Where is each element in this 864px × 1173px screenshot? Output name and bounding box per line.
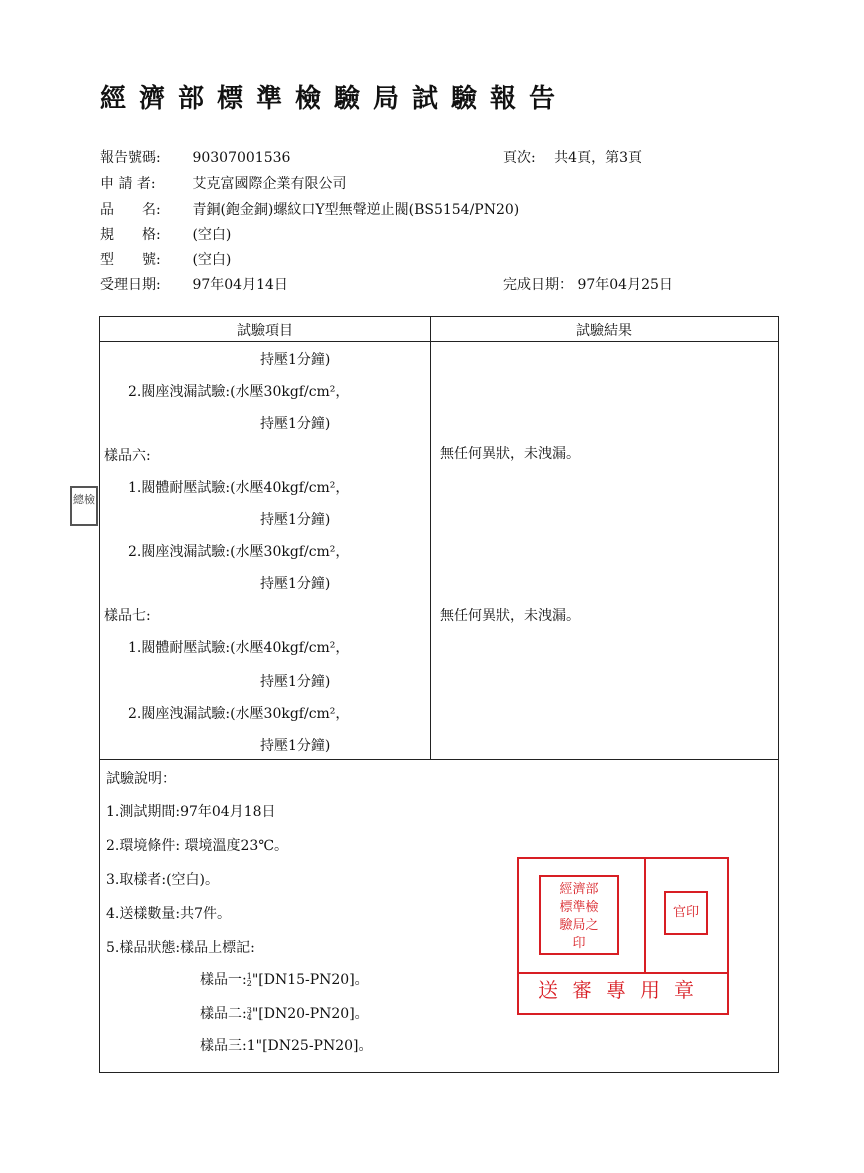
- seal-line: 印: [572, 936, 586, 951]
- fraction-numerator: 3: [246, 1006, 252, 1015]
- stamp-label: 送審專用章: [538, 978, 708, 1002]
- applicant: 艾克富國際企業有限公司: [192, 176, 347, 192]
- spec-value: (空白): [192, 227, 232, 243]
- item-line: 2.閥座洩漏試驗:(水壓30kgf/cm²，: [128, 384, 350, 400]
- spec-row: [100, 224, 231, 244]
- seal-line: 驗局之: [559, 918, 599, 933]
- seal-big-text: [541, 877, 617, 953]
- note-sampler: 3.取樣者:(空白)。: [106, 872, 219, 888]
- product-label: 品 名:: [100, 202, 161, 218]
- seal-line: 標準檢: [559, 900, 599, 915]
- sample-seven-label: 樣品七:: [104, 608, 151, 624]
- item-line: 2.閥座洩漏試驗:(水壓30kgf/cm²，: [128, 706, 350, 722]
- completed-date: 97年04月25日: [577, 277, 673, 293]
- item-line: 1.閥體耐壓試驗:(水壓40kgf/cm²，: [128, 480, 350, 496]
- sample-six-label: 樣品六:: [104, 448, 151, 464]
- notes-divider: [100, 759, 778, 760]
- report-number-row: [100, 147, 290, 167]
- col-header-result: 試驗結果: [576, 323, 632, 339]
- seal-line: 經濟部: [559, 882, 599, 897]
- header-divider: [100, 341, 778, 342]
- sample-one-label: 樣品一:: [200, 972, 247, 988]
- page-chop: 總檢: [70, 486, 98, 526]
- note-test-period: 1.測試期間:97年04月18日: [106, 804, 276, 820]
- item-line: 持壓1分鐘): [260, 416, 331, 432]
- result-sample-six: 無任何異狀，未洩漏。: [440, 446, 580, 462]
- page-value: 共4頁，第3頁: [554, 150, 642, 166]
- fraction-denominator: 4: [246, 1013, 252, 1022]
- report-number-label: 報告號碼:: [100, 150, 161, 166]
- model-label: 型 號:: [100, 252, 161, 268]
- applicant-label: 申 請 者:: [100, 176, 156, 192]
- seal-small-text: 官印: [672, 905, 699, 920]
- column-divider: [430, 317, 431, 759]
- submission-stamp: [517, 857, 729, 1015]
- item-line: 2.閥座洩漏試驗:(水壓30kgf/cm²，: [128, 544, 350, 560]
- fraction-denominator: 2: [246, 979, 252, 988]
- page-label: 頁次:: [503, 150, 536, 166]
- stamp-divider: [644, 859, 646, 972]
- item-line: 1.閥體耐壓試驗:(水壓40kgf/cm²，: [128, 640, 350, 656]
- sample-two-label: 樣品二:: [200, 1006, 247, 1022]
- sample-one-spec: "[DN15-PN20]。: [251, 972, 369, 988]
- applicant-row: [100, 173, 346, 193]
- sample-two-mark: [200, 1003, 369, 1023]
- note-environment: 2.環境條件: 環境溫度23℃。: [106, 838, 288, 854]
- item-line: 持壓1分鐘): [260, 352, 331, 368]
- result-sample-seven: 無任何異狀，未洩漏。: [440, 608, 580, 624]
- note-sample-state: 5.樣品狀態:樣品上標記:: [106, 940, 255, 956]
- official-seal-big: [539, 875, 619, 955]
- col-header-item: 試驗項目: [237, 323, 293, 339]
- note-sample-count: 4.送樣數量:共7件。: [106, 906, 231, 922]
- received-date-row: [100, 274, 288, 294]
- spec-label: 規 格:: [100, 227, 161, 243]
- item-line: 持壓1分鐘): [260, 738, 331, 754]
- report-number: 90307001536: [192, 150, 291, 166]
- received-date-label: 受理日期:: [100, 277, 161, 293]
- sample-two-spec: "[DN20-PN20]。: [251, 1006, 369, 1022]
- fraction-numerator: 1: [246, 972, 252, 981]
- completed-date-row: [503, 274, 673, 294]
- sample-three-mark: 樣品三:1"[DN25-PN20]。: [200, 1038, 373, 1054]
- report-title: 經濟部標準檢驗局試驗報告: [100, 84, 569, 114]
- received-date: 97年04月14日: [192, 277, 288, 293]
- page-info: [503, 147, 642, 167]
- official-seal-small: [664, 891, 708, 935]
- model-value: (空白): [192, 252, 232, 268]
- item-line: 持壓1分鐘): [260, 512, 331, 528]
- sample-one-mark: [200, 969, 369, 989]
- notes-heading: 試驗說明：: [106, 771, 176, 787]
- item-line: 持壓1分鐘): [260, 674, 331, 690]
- model-row: [100, 249, 231, 269]
- completed-date-label: 完成日期：: [503, 277, 573, 293]
- product-row: [100, 199, 519, 219]
- item-line: 持壓1分鐘): [260, 576, 331, 592]
- product-name: 青銅(鉋金銅)螺紋口Y型無聲逆止閥(BS5154/PN20): [192, 202, 520, 218]
